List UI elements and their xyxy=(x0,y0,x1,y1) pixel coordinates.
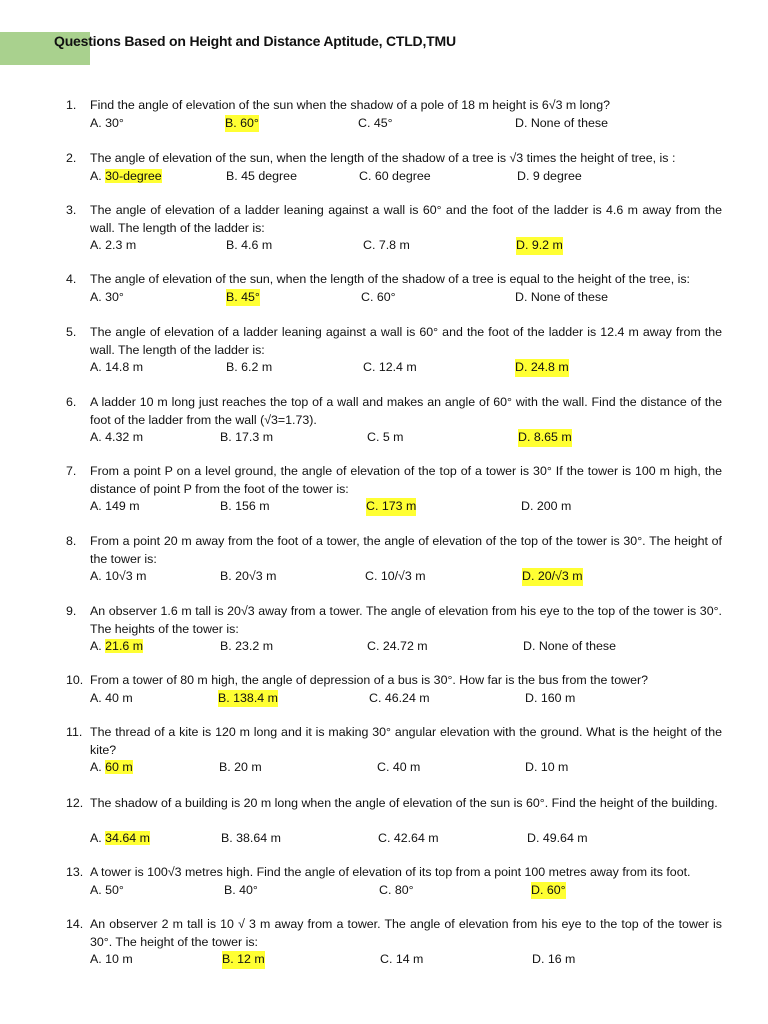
question-text: A tower is 100√3 metres high. Find the angle of elevation of its top from a point 100 metres away from its foot. xyxy=(90,865,691,879)
answer-option: B. 20√3 m xyxy=(220,569,277,583)
answer-option: C. 10/√3 m xyxy=(365,569,426,583)
answer-option-highlighted: B. 12 m xyxy=(222,951,265,969)
question-number: 11. xyxy=(66,725,83,739)
answer-option: C. 7.8 m xyxy=(363,238,410,252)
answer-option: D. None of these xyxy=(515,289,608,304)
question-text: The angle of elevation of a ladder leaning against a wall is 60° and the foot of the ladder is 4.6 m away from the wall. The length of the ladder is: xyxy=(90,203,722,235)
question-text: From a point 20 m away from the foot of a tower, the angle of elevation of the top of the tower is 30°. The height of the tower is: xyxy=(90,534,722,566)
answer-option-highlighted: B. 45° xyxy=(226,289,260,307)
answer-option-highlighted: A. 60 m xyxy=(90,760,133,774)
question-number: 6. xyxy=(66,395,77,409)
answer-option: B. 38.64 m xyxy=(221,831,281,845)
answer-option: D. 200 m xyxy=(521,499,572,513)
question-text: Find the angle of elevation of the sun when the shadow of a pole of 18 m height is 6√3 m long? xyxy=(90,98,610,112)
question-number: 8. xyxy=(66,534,77,548)
answer-option: C. 14 m xyxy=(380,952,424,966)
answer-option: C. 46.24 m xyxy=(369,690,430,705)
answer-option-highlighted: A. 21.6 m xyxy=(90,639,144,653)
answer-option: B. 156 m xyxy=(220,499,270,513)
answer-option: D. None of these xyxy=(523,639,616,653)
answer-option: B. 6.2 m xyxy=(226,360,273,374)
question-text: The shadow of a building is 20 m long when the angle of elevation of the sun is 60°. Find the height of the building. xyxy=(90,796,718,810)
answer-option: A. 40 m xyxy=(90,690,133,705)
answer-option: C. 24.72 m xyxy=(367,639,428,653)
answer-option: B. 23.2 m xyxy=(220,639,274,653)
answer-option: A. 10 m xyxy=(90,952,133,966)
answer-option: D. 49.64 m xyxy=(527,831,588,845)
question-number: 1. xyxy=(66,98,77,112)
question-number: 12. xyxy=(66,796,84,810)
answer-option-highlighted: D. 9.2 m xyxy=(516,237,563,255)
question-number: 9. xyxy=(66,604,77,618)
answer-option: C. 60 degree xyxy=(359,168,431,183)
answer-option-highlighted: B. 60° xyxy=(225,115,259,133)
answer-option: C. 12.4 m xyxy=(363,360,417,374)
answer-option: A. 4.32 m xyxy=(90,430,144,444)
answer-option-highlighted: D. 24.8 m xyxy=(515,359,569,377)
answer-option-highlighted: D. 20/√3 m xyxy=(522,568,583,586)
answer-option: B. 40° xyxy=(224,882,258,897)
question-number: 10. xyxy=(66,673,84,687)
answer-option: D. 16 m xyxy=(532,952,576,966)
answer-option-highlighted: D. 8.65 m xyxy=(518,429,572,447)
question-text: The angle of elevation of a ladder leaning against a wall is 60° and the foot of the ladder is 12.4 m away from the wall. The length of the ladder is: xyxy=(90,325,722,357)
answer-option: A. 2.3 m xyxy=(90,238,137,252)
question-number: 5. xyxy=(66,325,77,339)
question-text: An observer 2 m tall is 10 √ 3 m away from a tower. The angle of elevation from his eye to the top of the tower is 30°. The height of the tower is: xyxy=(90,917,722,949)
answer-option-highlighted: A. 34.64 m xyxy=(90,831,150,845)
question-text: A ladder 10 m long just reaches the top of a wall and makes an angle of 60° with the wall. Find the distance of the foot of the ladder from the wall (√3=1.73). xyxy=(90,395,722,427)
answer-option: A. 149 m xyxy=(90,499,140,513)
answer-option: C. 60° xyxy=(361,289,396,304)
answer-option: D. 10 m xyxy=(525,760,569,774)
answer-option: D. 160 m xyxy=(525,690,576,705)
answer-option: B. 4.6 m xyxy=(226,238,273,252)
answer-option: A. 50° xyxy=(90,882,124,897)
answer-option: C. 80° xyxy=(379,882,414,897)
question-text: From a tower of 80 m high, the angle of depression of a bus is 30°. How far is the bus from the tower? xyxy=(90,673,648,687)
question-number: 4. xyxy=(66,272,77,286)
answer-option: D. 9 degree xyxy=(517,168,582,183)
answer-option: A. 30° xyxy=(90,115,124,130)
answer-option: D. None of these xyxy=(515,115,608,130)
answer-option: C. 42.64 m xyxy=(378,831,439,845)
question-number: 2. xyxy=(66,151,77,165)
answer-option-highlighted: D. 60° xyxy=(531,882,566,900)
question-text: The angle of elevation of the sun, when the length of the shadow of a tree is √3 times the height of tree, is : xyxy=(90,151,676,165)
question-number: 3. xyxy=(66,203,77,217)
answer-option: B. 45 degree xyxy=(226,168,297,183)
answer-option: A. 10√3 m xyxy=(90,569,147,583)
answer-option: A. 30° xyxy=(90,289,124,304)
question-number: 7. xyxy=(66,464,77,478)
question-number: 14. xyxy=(66,917,84,931)
answer-option: C. 40 m xyxy=(377,760,421,774)
question-text: An observer 1.6 m tall is 20√3 away from a tower. The angle of elevation from his eye to the top of the tower is 30°. The heights of the tower is: xyxy=(90,604,722,636)
answer-option: C. 45° xyxy=(358,115,393,130)
question-number: 13. xyxy=(66,865,84,879)
answer-option-highlighted: C. 173 m xyxy=(366,498,416,516)
answer-option: A. 14.8 m xyxy=(90,360,144,374)
answer-option: B. 20 m xyxy=(219,760,262,774)
question-text: The thread of a kite is 120 m long and it is making 30° angular elevation with the ground. What is the height of the kite? xyxy=(90,725,722,757)
page-title: Questions Based on Height and Distance Aptitude, CTLD,TMU xyxy=(54,33,456,49)
question-text: The angle of elevation of the sun, when the length of the shadow of a tree is equal to the height of the tree, is: xyxy=(90,272,690,286)
answer-option-highlighted: A. 30-degree xyxy=(90,168,162,183)
answer-option: B. 17.3 m xyxy=(220,430,274,444)
question-text: From a point P on a level ground, the angle of elevation of the top of a tower is 30° If the tower is 100 m high, the distance of point P from the foot of the tower is: xyxy=(90,464,722,496)
answer-option-highlighted: B. 138.4 m xyxy=(218,690,278,708)
answer-option: C. 5 m xyxy=(367,430,404,444)
